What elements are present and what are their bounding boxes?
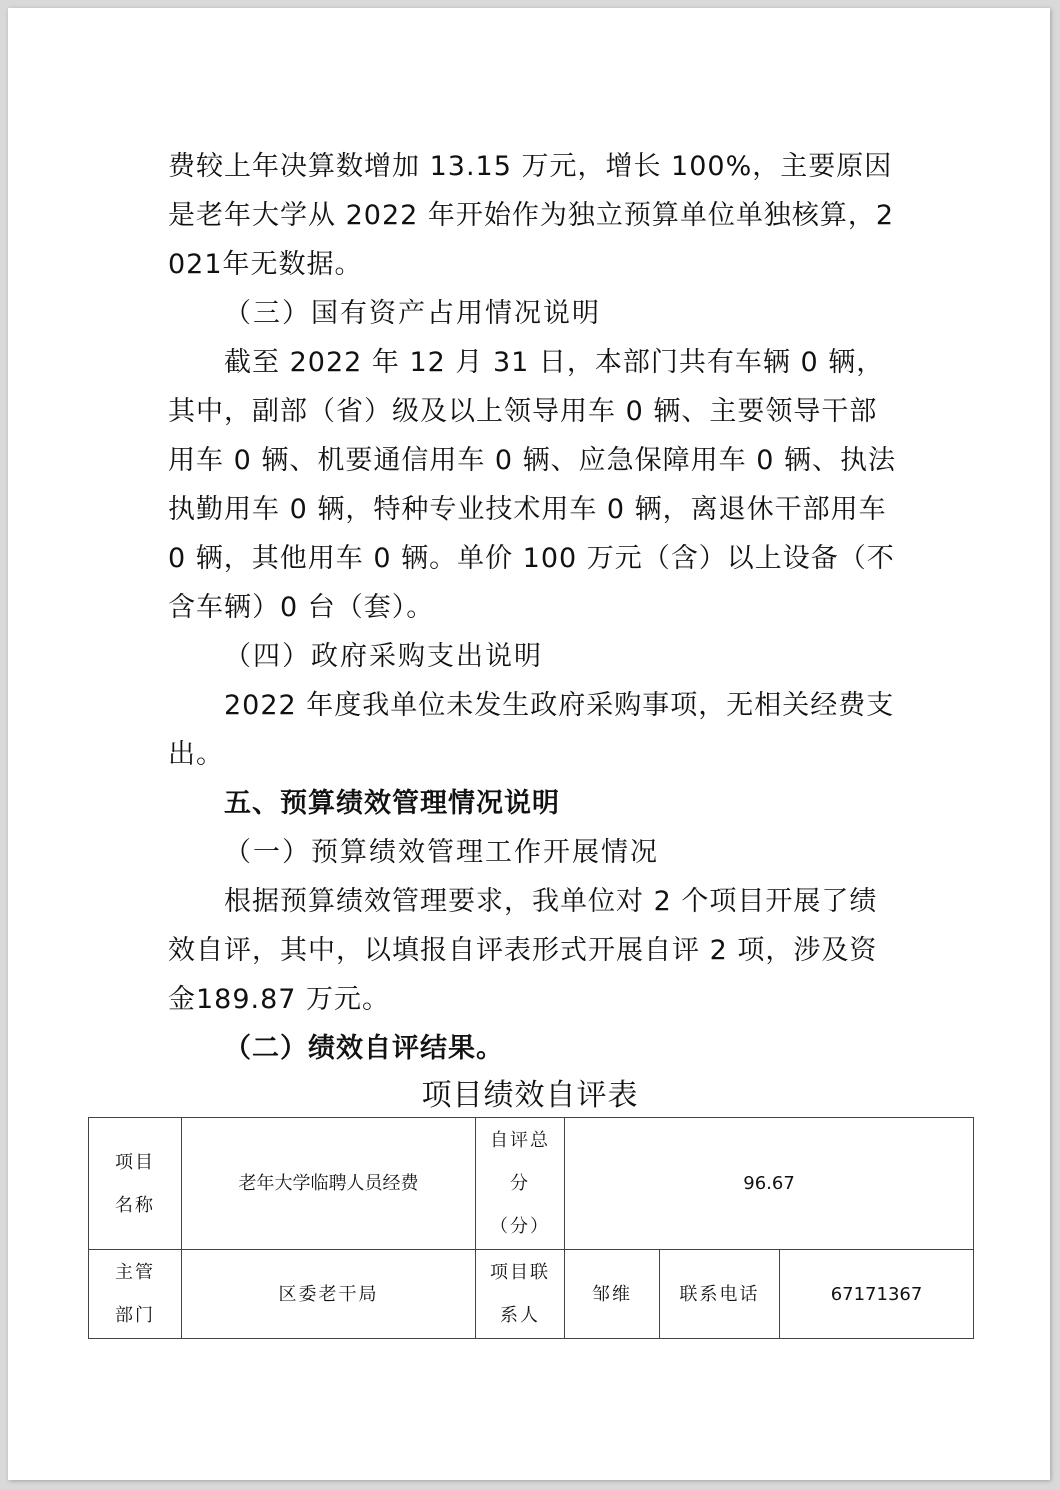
project-name-value: 老年大学临聘人员经费 <box>182 1118 476 1250</box>
heading-government-procurement: （四）政府采购支出说明 <box>224 641 543 672</box>
score-label-cell <box>476 1118 565 1250</box>
heading-self-evaluation-result: （二）绩效自评结果。 <box>224 1033 504 1064</box>
heading-state-assets: （三）国有资产占用情况说明 <box>224 298 601 329</box>
score-value: 96.67 <box>565 1118 974 1250</box>
paragraph-performance-work: 根据预算绩效管理要求，我单位对 2 个项目开展了绩效自评，其中，以填报自评表形式开展自评 2 项，涉及资金189.87 万元。 <box>168 886 878 1015</box>
dept-value: 区委老干局 <box>182 1250 476 1339</box>
heading-performance-work: （一）预算绩效管理工作开展情况 <box>224 837 659 868</box>
phone-value: 67171367 <box>780 1250 974 1339</box>
table-row <box>89 1250 974 1339</box>
score-label: 自评总分（分） <box>490 1130 550 1237</box>
contact-label-cell <box>476 1250 565 1339</box>
self-evaluation-table <box>88 1117 974 1339</box>
paragraph-state-assets: 截至 2022 年 12 月 31 日，本部门共有车辆 0 辆，其中，副部（省）级及以上领导用车 0 辆、主要领导干部用车 0 辆、机要通信用车 0 辆、应急保障用车 0 辆、执法执勤用车 0 辆，特种专业技术用车 0 辆，离退休干部用车 0 辆，其他用车 0 辆。单价 100 万元（含）以上设备（不含车辆）0 台（套）。 <box>168 347 897 623</box>
dept-label-cell <box>89 1250 182 1339</box>
project-name-label: 项目名称 <box>115 1151 155 1216</box>
heading-performance-management: 五、预算绩效管理情况说明 <box>224 788 560 819</box>
table-title: 项目绩效自评表 <box>421 1078 639 1113</box>
dept-label: 主管部门 <box>115 1262 155 1326</box>
contact-label: 项目联系人 <box>490 1262 550 1326</box>
contact-value: 邹维 <box>565 1250 660 1339</box>
table-row <box>89 1118 974 1250</box>
phone-label: 联系电话 <box>660 1250 780 1339</box>
paragraph-expense-increase: 费较上年决算数增加 13.15 万元，增长 100%，主要原因是老年大学从 2022 年开始作为独立预算单位单独核算，2021年无数据。 <box>168 151 895 280</box>
paragraph-government-procurement: 2022 年度我单位未发生政府采购事项，无相关经费支出。 <box>168 690 895 770</box>
project-name-label-cell <box>89 1118 182 1250</box>
